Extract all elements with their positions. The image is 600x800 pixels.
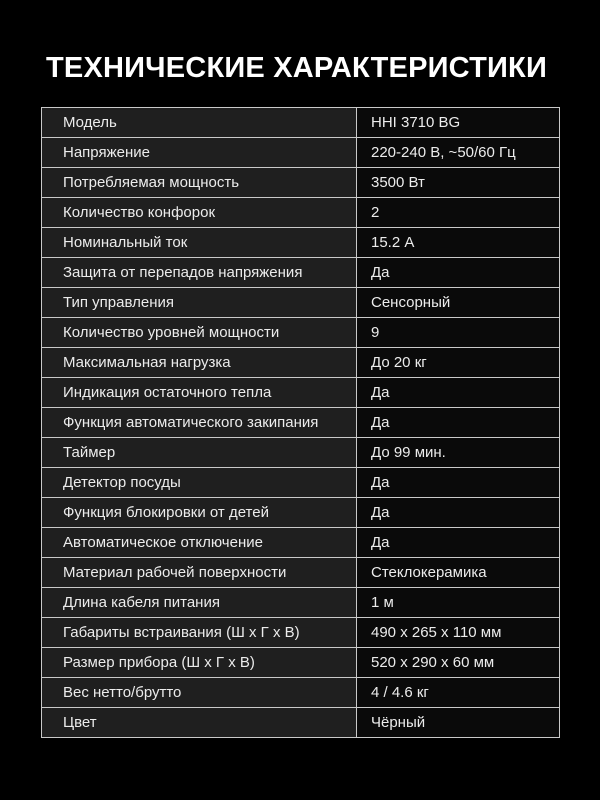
spec-row	[42, 408, 560, 438]
spec-row	[42, 438, 560, 468]
spec-label: Количество конфорок	[42, 198, 357, 228]
spec-row	[42, 198, 560, 228]
page-title: ТЕХНИЧЕСКИЕ ХАРАКТЕРИСТИКИ	[46, 52, 548, 84]
spec-label: Габариты встраивания (Ш x Г x В)	[42, 618, 357, 648]
spec-row	[42, 228, 560, 258]
spec-row	[42, 348, 560, 378]
spec-label: Таймер	[42, 438, 357, 468]
spec-row	[42, 288, 560, 318]
spec-label: Тип управления	[42, 288, 357, 318]
spec-row	[42, 108, 560, 138]
spec-label: Размер прибора (Ш x Г x В)	[42, 648, 357, 678]
spec-row	[42, 468, 560, 498]
spec-value: 4 / 4.6 кг	[357, 678, 560, 708]
spec-row	[42, 258, 560, 288]
spec-label: Защита от перепадов напряжения	[42, 258, 357, 288]
spec-label: Длина кабеля питания	[42, 588, 357, 618]
spec-label: Напряжение	[42, 138, 357, 168]
spec-value: 220-240 В, ~50/60 Гц	[357, 138, 560, 168]
spec-row	[42, 708, 560, 738]
spec-value: 15.2 А	[357, 228, 560, 258]
spec-value: 2	[357, 198, 560, 228]
spec-label: Автоматическое отключение	[42, 528, 357, 558]
spec-label: Максимальная нагрузка	[42, 348, 357, 378]
spec-value: HHI 3710 BG	[357, 108, 560, 138]
spec-value: Стеклокерамика	[357, 558, 560, 588]
spec-row	[42, 648, 560, 678]
spec-value: Да	[357, 498, 560, 528]
spec-label: Индикация остаточного тепла	[42, 378, 357, 408]
spec-table-body	[42, 108, 560, 738]
spec-value: Чёрный	[357, 708, 560, 738]
spec-value: 490 x 265 x 110 мм	[357, 618, 560, 648]
spec-row	[42, 558, 560, 588]
spec-label: Модель	[42, 108, 357, 138]
spec-row	[42, 318, 560, 348]
spec-row	[42, 498, 560, 528]
spec-row	[42, 678, 560, 708]
spec-label: Номинальный ток	[42, 228, 357, 258]
spec-value: Да	[357, 378, 560, 408]
spec-label: Вес нетто/брутто	[42, 678, 357, 708]
spec-row	[42, 378, 560, 408]
spec-value: 1 м	[357, 588, 560, 618]
spec-table	[41, 107, 560, 738]
spec-row	[42, 618, 560, 648]
spec-row	[42, 588, 560, 618]
spec-value: 520 x 290 x 60 мм	[357, 648, 560, 678]
spec-row	[42, 168, 560, 198]
spec-label: Количество уровней мощности	[42, 318, 357, 348]
spec-label: Потребляемая мощность	[42, 168, 357, 198]
spec-value: Да	[357, 258, 560, 288]
spec-value: Да	[357, 528, 560, 558]
spec-label: Цвет	[42, 708, 357, 738]
spec-label: Функция автоматического закипания	[42, 408, 357, 438]
spec-value: Да	[357, 408, 560, 438]
spec-value: До 20 кг	[357, 348, 560, 378]
spec-label: Функция блокировки от детей	[42, 498, 357, 528]
spec-value: Сенсорный	[357, 288, 560, 318]
spec-label: Материал рабочей поверхности	[42, 558, 357, 588]
spec-row	[42, 528, 560, 558]
spec-value: 3500 Вт	[357, 168, 560, 198]
spec-value: 9	[357, 318, 560, 348]
spec-row	[42, 138, 560, 168]
spec-value: До 99 мин.	[357, 438, 560, 468]
spec-value: Да	[357, 468, 560, 498]
spec-label: Детектор посуды	[42, 468, 357, 498]
